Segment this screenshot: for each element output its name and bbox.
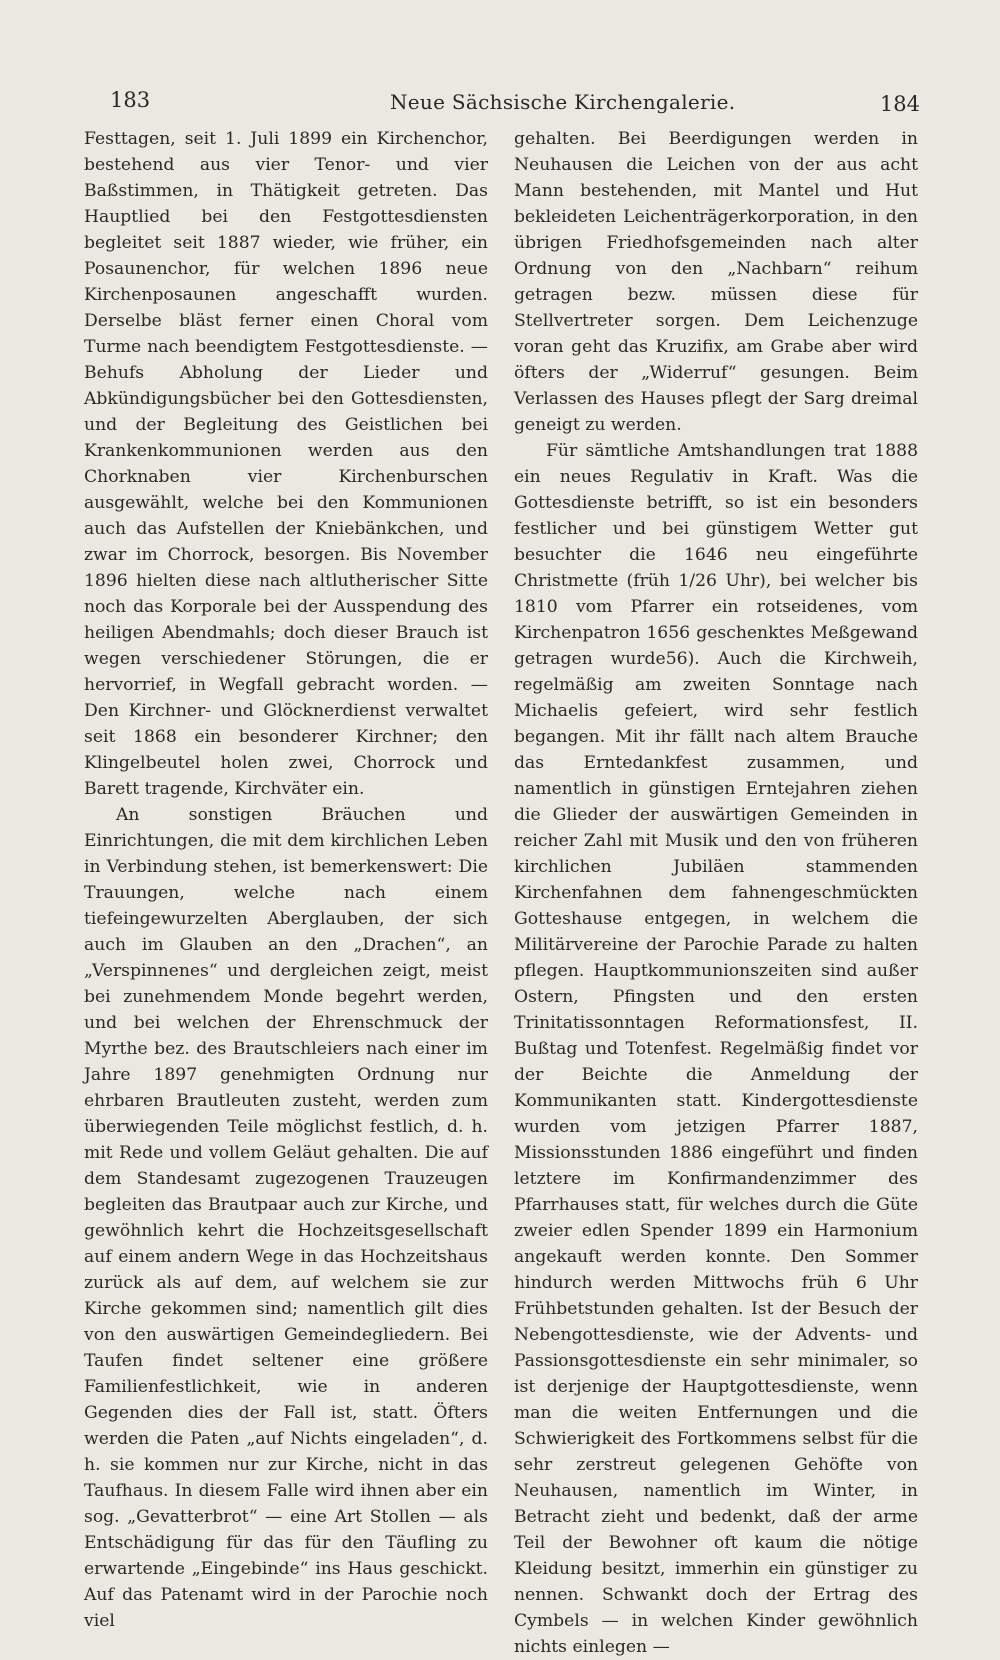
left-paragraph-1: Festtagen, seit 1. Juli 1899 ein Kirchenchor, bestehend aus vier Tenor- und vier Baßstimmen, in Thätigkeit getreten. Das Hauptlied bei den Festgottesdiensten begleitet seit 1887 wieder, wie früher, ein Posaunenchor, für welchen 1896 neue Kirchenposaunen angeschafft wurden. Derselbe bläst ferner einen Choral vom Turme nach beendigtem Festgottesdienste. — Behufs Abholung der Lieder und Abkündigungsbücher bei den Gottesdiensten, und der Begleitung des Geistlichen bei Krankenkommunionen werden aus den Chorknaben vier Kirchenburschen ausgewählt, welche bei den Kommunionen auch das Aufstellen der Kniebänkchen, und zwar im Chorrock, besorgen. Bis November 1896 hielten diese nach altlutherischer Sitte noch das Korporale bei der Ausspendung des heiligen Abendmahls; doch dieser Brauch ist wegen verschiedener Störungen, die er hervorrief, in Wegfall gebracht worden. — Den Kirchner- und Glöcknerdienst verwaltet seit 1868 ein besonderer Kirchner; den Klingelbeutel holen zwei, Chorrock und Barett tragende, Kirchväter ein. (84, 129, 488, 799)
left-paragraph-2: An sonstigen Bräuchen und Einrichtungen, die mit dem kirchlichen Leben in Verbindung stehen, ist bemerkenswert: Die Trauungen, welche nach einem tiefeingewurzelten Aberglauben, der sich auch im Glauben an den „Drachen“, an „Verspinnenes“ und dergleichen zeigt, meist bei zunehmendem Monde begehrt werden, und bei welchen der Ehrenschmuck der Myrthe bez. des Brautschleiers nach einer im Jahre 1897 genehmigten Ordnung nur ehrbaren Brautleuten zusteht, werden zum überwiegenden Teile möglichst festlich, d. h. mit Rede und vollem Geläut gehalten. Die auf dem Standesamt zugezogenen Trauzeugen begleiten das Brautpaar auch zur Kirche, und gewöhnlich kehrt die Hochzeitsgesellschaft auf einem andern Wege in das Hochzeitshaus zurück als auf dem, auf welchem sie zur Kirche gekommen sind; namentlich gilt dies von den auswärtigen Gemeindegliedern. Bei Taufen findet seltener eine größere Familienfestlichkeit, wie in anderen Gegenden dies der Fall ist, statt. Öfters werden die Paten „auf Nichts eingeladen“, d. h. sie kommen nur zur Kirche, nicht in das Taufhaus. In diesem Falle wird ihnen aber ein sog. „Gevatterbrot“ — eine Art Stollen — als Entschädigung für das für den Täufling zu erwartende „Eingebinde“ ins Haus geschickt. Auf das Patenamt wird in der Parochie noch viel (84, 805, 488, 1631)
left-column (84, 126, 488, 1634)
page-number-left: 183 (110, 88, 151, 112)
right-paragraph-1: gehalten. Bei Beerdigungen werden in Neuhausen die Leichen von der aus acht Mann bestehenden, mit Mantel und Hut bekleideten Leichenträgerkorporation, in den übrigen Friedhofsgemeinden nach alter Ordnung von den „Nachbarn“ reihum getragen bezw. müssen diese für Stellvertreter sorgen. Dem Leichenzuge voran geht das Kruzifix, am Grabe aber wird öfters der „Widerruf“ gesungen. Beim Verlassen des Hauses pflegt der Sarg dreimal geneigt zu werden. (514, 129, 918, 435)
running-header (110, 84, 920, 124)
right-column (514, 126, 918, 1660)
right-paragraph-2: Für sämtliche Amtshandlungen trat 1888 ein neues Regulativ in Kraft. Was die Gottesdienste betrifft, so ist ein besonders festlicher und bei günstigem Wetter gut besuchter die 1646 neu eingeführte Christmette (früh 1/26 Uhr), bei welcher bis 1810 vom Pfarrer ein rotseidenes, vom Kirchenpatron 1656 geschenktes Meßgewand getragen wurde56). Auch die Kirchweih, regelmäßig am zweiten Sonntage nach Michaelis gefeiert, wird sehr festlich begangen. Mit ihr fällt nach altem Brauche das Erntedankfest zusammen, und namentlich in günstigen Erntejahren ziehen die Glieder der auswärtigen Gemeinden in reicher Zahl mit Musik und den von früheren kirchlichen Jubiläen stammenden Kirchenfahnen dem fahnengeschmückten Gotteshause entgegen, in welchem die Militärvereine der Parochie Parade zu halten pflegen. Hauptkommunionszeiten sind außer Ostern, Pfingsten und den ersten Trinitatissonntagen Reformationsfest, II. Bußtag und Totenfest. Regelmäßig findet vor der Beichte die Anmeldung der Kommunikanten statt. Kindergottesdienste wurden vom jetzigen Pfarrer 1887, Missionsstunden 1886 eingeführt und finden letztere im Konfirmandenzimmer des Pfarrhauses statt, für welches durch die Güte zweier edlen Spender 1899 ein Harmonium angekauft werden konnte. Den Sommer hindurch werden Mittwochs früh 6 Uhr Frühbetstunden gehalten. Ist der Besuch der Nebengottesdienste, wie der Advents- und Passionsgottesdienste ein sehr minimaler, so ist derjenige der Hauptgottesdienste, wenn man die weiten Entfernungen und die Schwierigkeit des Fortkommens selbst für die sehr zerstreut gelegenen Gehöfte von Neuhausen, namentlich im Winter, in Betracht zieht und bedenkt, daß der arme Teil der Bewohner oft kaum die nötige Kleidung besitzt, immerhin ein günstiger zu nennen. Schwankt doch der Ertrag des Cymbels — in welchen Kinder gewöhnlich nichts einlegen — (514, 441, 918, 1657)
running-title: Neue Sächsische Kirchengalerie. (390, 90, 736, 114)
page-number-right: 184 (879, 92, 920, 116)
